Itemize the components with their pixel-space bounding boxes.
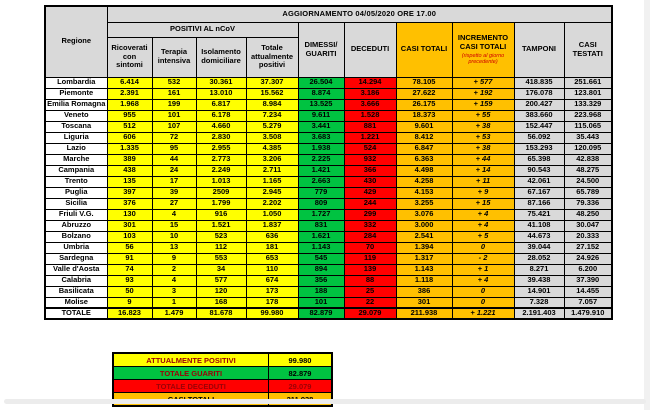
- value-cell: 14.294: [344, 77, 396, 88]
- summary-value: 82.879: [269, 367, 333, 380]
- value-cell: 1.479: [152, 308, 196, 319]
- value-cell: 13.010: [196, 88, 246, 99]
- value-cell: 75.421: [514, 209, 564, 220]
- value-cell: 211.938: [396, 308, 452, 319]
- value-cell: 1.479.910: [564, 308, 612, 319]
- value-cell: 3.683: [298, 132, 344, 143]
- value-cell: 2.945: [246, 187, 298, 198]
- region-name: Bolzano: [45, 231, 107, 242]
- table-header: [45, 6, 612, 77]
- value-cell: 8.412: [396, 132, 452, 143]
- table-body: [45, 77, 612, 319]
- value-cell: 3.441: [298, 121, 344, 132]
- value-cell: 244: [344, 198, 396, 209]
- region-row: [45, 154, 612, 165]
- value-cell: 152.447: [514, 121, 564, 132]
- value-cell: 1.394: [396, 242, 452, 253]
- value-cell: 366: [344, 165, 396, 176]
- value-cell: 1: [152, 297, 196, 308]
- region-name: Sicilia: [45, 198, 107, 209]
- value-cell: 674: [246, 275, 298, 286]
- value-cell: 14.901: [514, 286, 564, 297]
- page-title: AGGIORNAMENTO 04/05/2020 ORE 17.00: [107, 6, 612, 22]
- value-cell: + 159: [452, 99, 514, 110]
- value-cell: + 4: [452, 209, 514, 220]
- value-cell: 26.504: [298, 77, 344, 88]
- value-cell: 13.525: [298, 99, 344, 110]
- value-cell: 65.789: [564, 187, 612, 198]
- value-cell: 389: [107, 154, 152, 165]
- value-cell: 1.165: [246, 176, 298, 187]
- value-cell: 44.673: [514, 231, 564, 242]
- value-cell: 107: [152, 121, 196, 132]
- region-row: [45, 176, 612, 187]
- value-cell: + 38: [452, 143, 514, 154]
- value-cell: 1.013: [196, 176, 246, 187]
- value-cell: 3.186: [344, 88, 396, 99]
- region-name: Calabria: [45, 275, 107, 286]
- value-cell: 932: [344, 154, 396, 165]
- value-cell: 2.830: [196, 132, 246, 143]
- value-cell: 176.078: [514, 88, 564, 99]
- value-cell: + 5: [452, 231, 514, 242]
- value-cell: 1.727: [298, 209, 344, 220]
- value-cell: 78.105: [396, 77, 452, 88]
- value-cell: 545: [298, 253, 344, 264]
- value-cell: 39.438: [514, 275, 564, 286]
- value-cell: 130: [107, 209, 152, 220]
- value-cell: 4.660: [196, 121, 246, 132]
- value-cell: 188: [298, 286, 344, 297]
- value-cell: 88: [344, 275, 396, 286]
- value-cell: 1.938: [298, 143, 344, 154]
- value-cell: 2509: [196, 187, 246, 198]
- region-name: Sardegna: [45, 253, 107, 264]
- value-cell: 430: [344, 176, 396, 187]
- value-cell: 74: [107, 264, 152, 275]
- value-cell: 133.329: [564, 99, 612, 110]
- value-cell: + 1: [452, 264, 514, 275]
- value-cell: 139: [344, 264, 396, 275]
- value-cell: 653: [246, 253, 298, 264]
- value-cell: 135: [107, 176, 152, 187]
- value-cell: 4.153: [396, 187, 452, 198]
- value-cell: 15.562: [246, 88, 298, 99]
- value-cell: 8.874: [298, 88, 344, 99]
- value-cell: 37.390: [564, 275, 612, 286]
- region-row: [45, 99, 612, 110]
- region-row: [45, 110, 612, 121]
- value-cell: 7.057: [564, 297, 612, 308]
- value-cell: 8.271: [514, 264, 564, 275]
- region-row: [45, 209, 612, 220]
- region-name: Valle d'Aosta: [45, 264, 107, 275]
- region-row: [45, 297, 612, 308]
- value-cell: 7.328: [514, 297, 564, 308]
- value-cell: 512: [107, 121, 152, 132]
- value-cell: 70: [344, 242, 396, 253]
- value-cell: 120: [196, 286, 246, 297]
- region-name: Toscana: [45, 121, 107, 132]
- value-cell: + 192: [452, 88, 514, 99]
- header-incremento-title: INCREMENTO CASI TOTALI: [457, 33, 509, 51]
- region-row: [45, 165, 612, 176]
- page-edge-right: [644, 0, 650, 410]
- value-cell: + 11: [452, 176, 514, 187]
- value-cell: 301: [107, 220, 152, 231]
- region-name: Friuli V.G.: [45, 209, 107, 220]
- value-cell: 153.293: [514, 143, 564, 154]
- header-casi-totali: CASI TOTALI: [396, 22, 452, 77]
- region-row: [45, 187, 612, 198]
- value-cell: 0: [452, 242, 514, 253]
- value-cell: + 53: [452, 132, 514, 143]
- value-cell: 4: [152, 209, 196, 220]
- value-cell: + 4: [452, 275, 514, 286]
- value-cell: 1.837: [246, 220, 298, 231]
- value-cell: 1.621: [298, 231, 344, 242]
- value-cell: 15: [152, 220, 196, 231]
- value-cell: 809: [298, 198, 344, 209]
- value-cell: 115.065: [564, 121, 612, 132]
- value-cell: 39: [152, 187, 196, 198]
- value-cell: 1.143: [396, 264, 452, 275]
- value-cell: 120.095: [564, 143, 612, 154]
- value-cell: 34: [196, 264, 246, 275]
- value-cell: 0: [452, 297, 514, 308]
- total-label: TOTALE: [45, 308, 107, 319]
- value-cell: 4.258: [396, 176, 452, 187]
- value-cell: 13: [152, 242, 196, 253]
- value-cell: + 44: [452, 154, 514, 165]
- value-cell: 110: [246, 264, 298, 275]
- value-cell: 1.421: [298, 165, 344, 176]
- value-cell: 48.250: [564, 209, 612, 220]
- value-cell: 93: [107, 275, 152, 286]
- value-cell: 200.427: [514, 99, 564, 110]
- value-cell: 5.279: [246, 121, 298, 132]
- value-cell: 24.926: [564, 253, 612, 264]
- value-cell: 1.221: [344, 132, 396, 143]
- region-row: [45, 264, 612, 275]
- value-cell: 28.052: [514, 253, 564, 264]
- value-cell: 65.398: [514, 154, 564, 165]
- region-name: Marche: [45, 154, 107, 165]
- value-cell: 1.050: [246, 209, 298, 220]
- region-row: [45, 121, 612, 132]
- value-cell: 42.838: [564, 154, 612, 165]
- value-cell: 6.363: [396, 154, 452, 165]
- value-cell: 553: [196, 253, 246, 264]
- value-cell: 386: [396, 286, 452, 297]
- value-cell: 6.847: [396, 143, 452, 154]
- page-edge-bottom: [4, 399, 646, 404]
- value-cell: 30.047: [564, 220, 612, 231]
- value-cell: 2: [152, 264, 196, 275]
- region-row: [45, 198, 612, 209]
- value-cell: 3.000: [396, 220, 452, 231]
- value-cell: 9: [107, 297, 152, 308]
- value-cell: 1.528: [344, 110, 396, 121]
- value-cell: 532: [152, 77, 196, 88]
- value-cell: 916: [196, 209, 246, 220]
- value-cell: 1.317: [396, 253, 452, 264]
- header-totale-positivi: Totale attualmente positivi: [246, 37, 298, 77]
- value-cell: 429: [344, 187, 396, 198]
- value-cell: 4: [152, 275, 196, 286]
- value-cell: 67.167: [514, 187, 564, 198]
- value-cell: 123.801: [564, 88, 612, 99]
- header-regione: Regione: [45, 6, 107, 77]
- value-cell: 30.361: [196, 77, 246, 88]
- value-cell: 2.191.403: [514, 308, 564, 319]
- value-cell: - 2: [452, 253, 514, 264]
- region-name: Puglia: [45, 187, 107, 198]
- value-cell: 299: [344, 209, 396, 220]
- value-cell: 44: [152, 154, 196, 165]
- value-cell: 3.255: [396, 198, 452, 209]
- value-cell: + 9: [452, 187, 514, 198]
- value-cell: 1.799: [196, 198, 246, 209]
- value-cell: 27: [152, 198, 196, 209]
- region-name: Piemonte: [45, 88, 107, 99]
- header-deceduti: DECEDUTI: [344, 22, 396, 77]
- value-cell: + 1.221: [452, 308, 514, 319]
- value-cell: 24: [152, 165, 196, 176]
- region-name: Basilicata: [45, 286, 107, 297]
- value-cell: 42.061: [514, 176, 564, 187]
- summary-label: ATTUALMENTE POSITIVI: [113, 353, 269, 367]
- value-cell: 82.879: [298, 308, 344, 319]
- value-cell: 112: [196, 242, 246, 253]
- region-row: [45, 143, 612, 154]
- value-cell: 2.663: [298, 176, 344, 187]
- header-incremento: [452, 22, 514, 77]
- value-cell: 7.234: [246, 110, 298, 121]
- value-cell: 50: [107, 286, 152, 297]
- value-cell: 3.206: [246, 154, 298, 165]
- region-name: Emilia Romagna: [45, 99, 107, 110]
- value-cell: 168: [196, 297, 246, 308]
- region-name: Liguria: [45, 132, 107, 143]
- region-name: Abruzzo: [45, 220, 107, 231]
- covid-regions-table: [44, 5, 613, 320]
- value-cell: 29.079: [344, 308, 396, 319]
- value-cell: + 15: [452, 198, 514, 209]
- value-cell: 383.660: [514, 110, 564, 121]
- value-cell: 27.152: [564, 242, 612, 253]
- value-cell: 17: [152, 176, 196, 187]
- value-cell: 14.455: [564, 286, 612, 297]
- value-cell: 636: [246, 231, 298, 242]
- value-cell: + 38: [452, 121, 514, 132]
- value-cell: 524: [344, 143, 396, 154]
- value-cell: 9.611: [298, 110, 344, 121]
- value-cell: 397: [107, 187, 152, 198]
- value-cell: 35.443: [564, 132, 612, 143]
- region-row: [45, 77, 612, 88]
- value-cell: + 4: [452, 220, 514, 231]
- summary-label: TOTALE DECEDUTI: [113, 380, 269, 393]
- value-cell: 2.773: [196, 154, 246, 165]
- header-terapia: Terapia intensiva: [152, 37, 196, 77]
- value-cell: 831: [298, 220, 344, 231]
- value-cell: 1.118: [396, 275, 452, 286]
- value-cell: 955: [107, 110, 152, 121]
- value-cell: 6.414: [107, 77, 152, 88]
- region-row: [45, 286, 612, 297]
- value-cell: 284: [344, 231, 396, 242]
- value-cell: 18.373: [396, 110, 452, 121]
- value-cell: 1.968: [107, 99, 152, 110]
- value-cell: 81.678: [196, 308, 246, 319]
- value-cell: 26.175: [396, 99, 452, 110]
- value-cell: 2.391: [107, 88, 152, 99]
- value-cell: 3: [152, 286, 196, 297]
- value-cell: 523: [196, 231, 246, 242]
- region-row: [45, 275, 612, 286]
- value-cell: 418.835: [514, 77, 564, 88]
- header-isolamento: Isolamento domiciliare: [196, 37, 246, 77]
- value-cell: 72: [152, 132, 196, 143]
- summary-value: 99.980: [269, 353, 333, 367]
- value-cell: 8.984: [246, 99, 298, 110]
- value-cell: 376: [107, 198, 152, 209]
- region-name: Lombardia: [45, 77, 107, 88]
- value-cell: 87.166: [514, 198, 564, 209]
- value-cell: 2.955: [196, 143, 246, 154]
- value-cell: 6.200: [564, 264, 612, 275]
- value-cell: 251.661: [564, 77, 612, 88]
- header-ricoverati: Ricoverati con sintomi: [107, 37, 152, 77]
- summary-row: [113, 353, 332, 367]
- value-cell: + 55: [452, 110, 514, 121]
- region-row: [45, 253, 612, 264]
- header-tamponi: TAMPONI: [514, 22, 564, 77]
- value-cell: 90.543: [514, 165, 564, 176]
- value-cell: 2.249: [196, 165, 246, 176]
- value-cell: 24.500: [564, 176, 612, 187]
- value-cell: 79.336: [564, 198, 612, 209]
- value-cell: 37.307: [246, 77, 298, 88]
- value-cell: 25: [344, 286, 396, 297]
- region-row: [45, 88, 612, 99]
- value-cell: + 14: [452, 165, 514, 176]
- value-cell: 881: [344, 121, 396, 132]
- value-cell: 95: [152, 143, 196, 154]
- value-cell: 0: [452, 286, 514, 297]
- value-cell: 199: [152, 99, 196, 110]
- region-name: Molise: [45, 297, 107, 308]
- region-name: Campania: [45, 165, 107, 176]
- value-cell: 101: [152, 110, 196, 121]
- value-cell: 41.108: [514, 220, 564, 231]
- region-row: [45, 220, 612, 231]
- value-cell: + 577: [452, 77, 514, 88]
- value-cell: 56: [107, 242, 152, 253]
- value-cell: 779: [298, 187, 344, 198]
- value-cell: 178: [246, 297, 298, 308]
- region-name: Umbria: [45, 242, 107, 253]
- value-cell: 119: [344, 253, 396, 264]
- header-dimessi-guariti: DIMESSI/ GUARITI: [298, 22, 344, 77]
- value-cell: 6.817: [196, 99, 246, 110]
- value-cell: 91: [107, 253, 152, 264]
- summary-value: 29.079: [269, 380, 333, 393]
- value-cell: 3.076: [396, 209, 452, 220]
- value-cell: 99.980: [246, 308, 298, 319]
- value-cell: 301: [396, 297, 452, 308]
- region-row: [45, 231, 612, 242]
- region-row: [45, 132, 612, 143]
- value-cell: 2.541: [396, 231, 452, 242]
- value-cell: 1.143: [298, 242, 344, 253]
- value-cell: 4.498: [396, 165, 452, 176]
- value-cell: 1.521: [196, 220, 246, 231]
- value-cell: 20.333: [564, 231, 612, 242]
- header-casi-testati: CASI TESTATI: [564, 22, 612, 77]
- value-cell: 103: [107, 231, 152, 242]
- value-cell: 16.823: [107, 308, 152, 319]
- region-row: [45, 242, 612, 253]
- value-cell: 9: [152, 253, 196, 264]
- value-cell: 173: [246, 286, 298, 297]
- value-cell: 2.202: [246, 198, 298, 209]
- value-cell: 48.275: [564, 165, 612, 176]
- value-cell: 6.178: [196, 110, 246, 121]
- region-name: Lazio: [45, 143, 107, 154]
- summary-row: [113, 380, 332, 393]
- value-cell: 10: [152, 231, 196, 242]
- value-cell: 4.385: [246, 143, 298, 154]
- header-incremento-note: (rispetto al giorno precedente): [461, 52, 505, 65]
- value-cell: 894: [298, 264, 344, 275]
- summary-label: TOTALE GUARITI: [113, 367, 269, 380]
- value-cell: 223.968: [564, 110, 612, 121]
- header-positivi-group: POSITIVI AL nCoV: [107, 22, 298, 37]
- value-cell: 22: [344, 297, 396, 308]
- value-cell: 3.508: [246, 132, 298, 143]
- value-cell: 606: [107, 132, 152, 143]
- total-row: [45, 308, 612, 319]
- value-cell: 101: [298, 297, 344, 308]
- value-cell: 56.092: [514, 132, 564, 143]
- value-cell: 438: [107, 165, 152, 176]
- region-name: Veneto: [45, 110, 107, 121]
- value-cell: 577: [196, 275, 246, 286]
- region-name: Trento: [45, 176, 107, 187]
- value-cell: 161: [152, 88, 196, 99]
- value-cell: 2.225: [298, 154, 344, 165]
- value-cell: 39.044: [514, 242, 564, 253]
- summary-row: [113, 367, 332, 380]
- value-cell: 9.601: [396, 121, 452, 132]
- value-cell: 332: [344, 220, 396, 231]
- value-cell: 181: [246, 242, 298, 253]
- value-cell: 356: [298, 275, 344, 286]
- value-cell: 3.666: [344, 99, 396, 110]
- value-cell: 27.622: [396, 88, 452, 99]
- value-cell: 2.711: [246, 165, 298, 176]
- value-cell: 1.335: [107, 143, 152, 154]
